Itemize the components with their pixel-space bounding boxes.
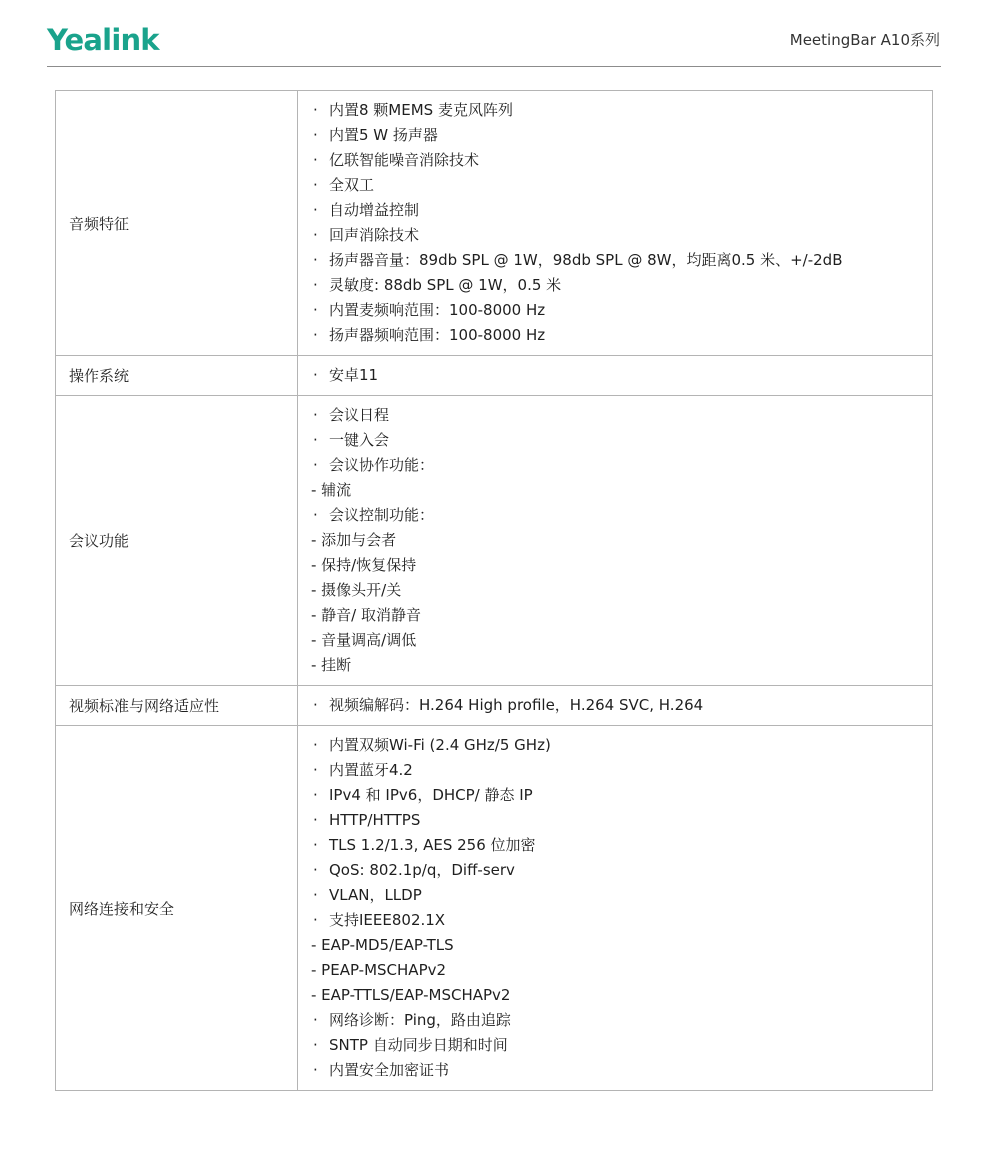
spec-bullet-item <box>311 693 932 718</box>
spec-bullet-item <box>311 363 932 388</box>
bullet-dot-icon: · <box>313 911 318 929</box>
spec-bullet-item <box>311 1058 932 1083</box>
bullet-dot-icon: · <box>313 736 318 754</box>
spec-bullet-item <box>311 148 932 173</box>
yealink-logo: Yealink <box>47 23 159 57</box>
spec-bullet-item <box>311 298 932 323</box>
spec-bullet-item <box>311 783 932 808</box>
spec-item-text: - 静音/ 取消静音 <box>311 606 422 624</box>
bullet-dot-icon: · <box>313 276 318 294</box>
spec-sub-item <box>311 553 932 578</box>
spec-items <box>298 726 933 1091</box>
bullet-dot-icon: · <box>313 366 318 384</box>
spec-bullet-item <box>311 173 932 198</box>
header-divider <box>47 66 941 67</box>
spec-item-text: 会议协作功能： <box>329 456 435 474</box>
spec-item-text: 内置5 W 扬声器 <box>329 126 438 144</box>
spec-item-text: 会议控制功能： <box>329 506 435 524</box>
bullet-dot-icon: · <box>313 836 318 854</box>
bullet-dot-icon: · <box>313 456 318 474</box>
spec-item-text: 全双工 <box>329 176 375 194</box>
spec-item-text: - 音量调高/调低 <box>311 631 417 649</box>
spec-bullet-item <box>311 503 932 528</box>
bullet-dot-icon: · <box>313 176 318 194</box>
bullet-dot-icon: · <box>313 126 318 144</box>
spec-bullet-item <box>311 858 932 883</box>
bullet-dot-icon: · <box>313 226 318 244</box>
spec-item-text: 内置麦频响范围：100-8000 Hz <box>329 301 546 319</box>
spec-item-text: - EAP-TTLS/EAP-MSCHAPv2 <box>311 986 511 1004</box>
spec-sub-item <box>311 653 932 678</box>
spec-item-text: 内置安全加密证书 <box>329 1061 450 1079</box>
spec-item-text: 扬声器音量：89db SPL @ 1W，98db SPL @ 8W，均距离0.5 米、+/-2dB <box>329 251 843 269</box>
spec-bullet-item <box>311 123 932 148</box>
bullet-dot-icon: · <box>313 251 318 269</box>
spec-bullet-item <box>311 273 932 298</box>
spec-bullet-item <box>311 323 932 348</box>
spec-item-text: 自动增益控制 <box>329 201 420 219</box>
spec-sub-item <box>311 628 932 653</box>
spec-item-text: VLAN，LLDP <box>329 886 422 904</box>
spec-row <box>56 396 933 686</box>
bullet-dot-icon: · <box>313 201 318 219</box>
spec-row <box>56 356 933 396</box>
spec-bullet-item <box>311 428 932 453</box>
spec-bullet-item <box>311 1033 932 1058</box>
spec-bullet-item <box>311 198 932 223</box>
spec-item-text: 支持IEEE802.1X <box>329 911 446 929</box>
spec-item-text: - 辅流 <box>311 481 352 499</box>
bullet-dot-icon: · <box>313 1061 318 1079</box>
spec-items <box>298 396 933 686</box>
spec-table-body <box>56 91 933 1091</box>
spec-bullet-item <box>311 248 932 273</box>
spec-item-text: - 添加与会者 <box>311 531 397 549</box>
spec-label: 会议功能 <box>56 396 298 686</box>
spec-label: 网络连接和安全 <box>56 726 298 1091</box>
bullet-dot-icon: · <box>313 151 318 169</box>
spec-item-text: - 摄像头开/关 <box>311 581 402 599</box>
spec-sub-item <box>311 983 932 1008</box>
spec-item-text: TLS 1.2/1.3, AES 256 位加密 <box>329 836 536 854</box>
spec-item-text: 亿联智能噪音消除技术 <box>329 151 480 169</box>
spec-bullet-item <box>311 403 932 428</box>
spec-label: 视频标准与网络适应性 <box>56 686 298 726</box>
spec-item-text: 一键入会 <box>329 431 390 449</box>
bullet-dot-icon: · <box>313 696 318 714</box>
spec-bullet-item <box>311 1008 932 1033</box>
spec-item-text: 内置双频Wi-Fi (2.4 GHz/5 GHz) <box>329 736 551 754</box>
spec-items <box>298 686 933 726</box>
spec-label: 音频特征 <box>56 91 298 356</box>
spec-item-text: 安卓11 <box>329 366 379 384</box>
page-header <box>0 0 990 70</box>
spec-item-text: 内置8 颗MEMS 麦克风阵列 <box>329 101 513 119</box>
bullet-dot-icon: · <box>313 301 318 319</box>
bullet-dot-icon: · <box>313 1011 318 1029</box>
product-title: MeetingBar A10系列 <box>789 31 940 49</box>
spec-bullet-item <box>311 883 932 908</box>
spec-bullet-item <box>311 453 932 478</box>
bullet-dot-icon: · <box>313 326 318 344</box>
spec-bullet-item <box>311 98 932 123</box>
spec-item-text: - EAP-MD5/EAP-TLS <box>311 936 454 954</box>
bullet-dot-icon: · <box>313 101 318 119</box>
bullet-dot-icon: · <box>313 761 318 779</box>
spec-item-text: - 挂断 <box>311 656 352 674</box>
spec-sub-item <box>311 603 932 628</box>
bullet-dot-icon: · <box>313 886 318 904</box>
spec-sub-item <box>311 478 932 503</box>
spec-sub-item <box>311 528 932 553</box>
spec-item-text: QoS: 802.1p/q，Diff-serv <box>329 861 515 879</box>
spec-table <box>55 90 933 1091</box>
spec-bullet-item <box>311 908 932 933</box>
bullet-dot-icon: · <box>313 431 318 449</box>
bullet-dot-icon: · <box>313 786 318 804</box>
spec-item-text: 会议日程 <box>329 406 390 424</box>
spec-item-text: IPv4 和 IPv6，DHCP/ 静态 IP <box>329 786 533 804</box>
spec-sub-item <box>311 958 932 983</box>
spec-item-text: 视频编解码：H.264 High profile，H.264 SVC, H.264 <box>329 696 704 714</box>
spec-sub-item <box>311 933 932 958</box>
spec-items <box>298 91 933 356</box>
spec-item-text: - 保持/恢复保持 <box>311 556 417 574</box>
bullet-dot-icon: · <box>313 1036 318 1054</box>
spec-row <box>56 726 933 1091</box>
bullet-dot-icon: · <box>313 506 318 524</box>
spec-item-text: 网络诊断：Ping，路由追踪 <box>329 1011 511 1029</box>
spec-row <box>56 91 933 356</box>
spec-item-text: 内置蓝牙4.2 <box>329 761 413 779</box>
bullet-dot-icon: · <box>313 861 318 879</box>
spec-bullet-item <box>311 808 932 833</box>
spec-bullet-item <box>311 833 932 858</box>
spec-item-text: 回声消除技术 <box>329 226 420 244</box>
spec-bullet-item <box>311 223 932 248</box>
spec-item-text: SNTP 自动同步日期和时间 <box>329 1036 508 1054</box>
spec-bullet-item <box>311 733 932 758</box>
spec-item-text: - PEAP-MSCHAPv2 <box>311 961 447 979</box>
spec-item-text: HTTP/HTTPS <box>329 811 421 829</box>
spec-item-text: 灵敏度: 88db SPL @ 1W，0.5 米 <box>329 276 562 294</box>
spec-row <box>56 686 933 726</box>
spec-items <box>298 356 933 396</box>
bullet-dot-icon: · <box>313 811 318 829</box>
spec-sub-item <box>311 578 932 603</box>
bullet-dot-icon: · <box>313 406 318 424</box>
spec-item-text: 扬声器频响范围：100-8000 Hz <box>329 326 546 344</box>
spec-label: 操作系统 <box>56 356 298 396</box>
spec-bullet-item <box>311 758 932 783</box>
